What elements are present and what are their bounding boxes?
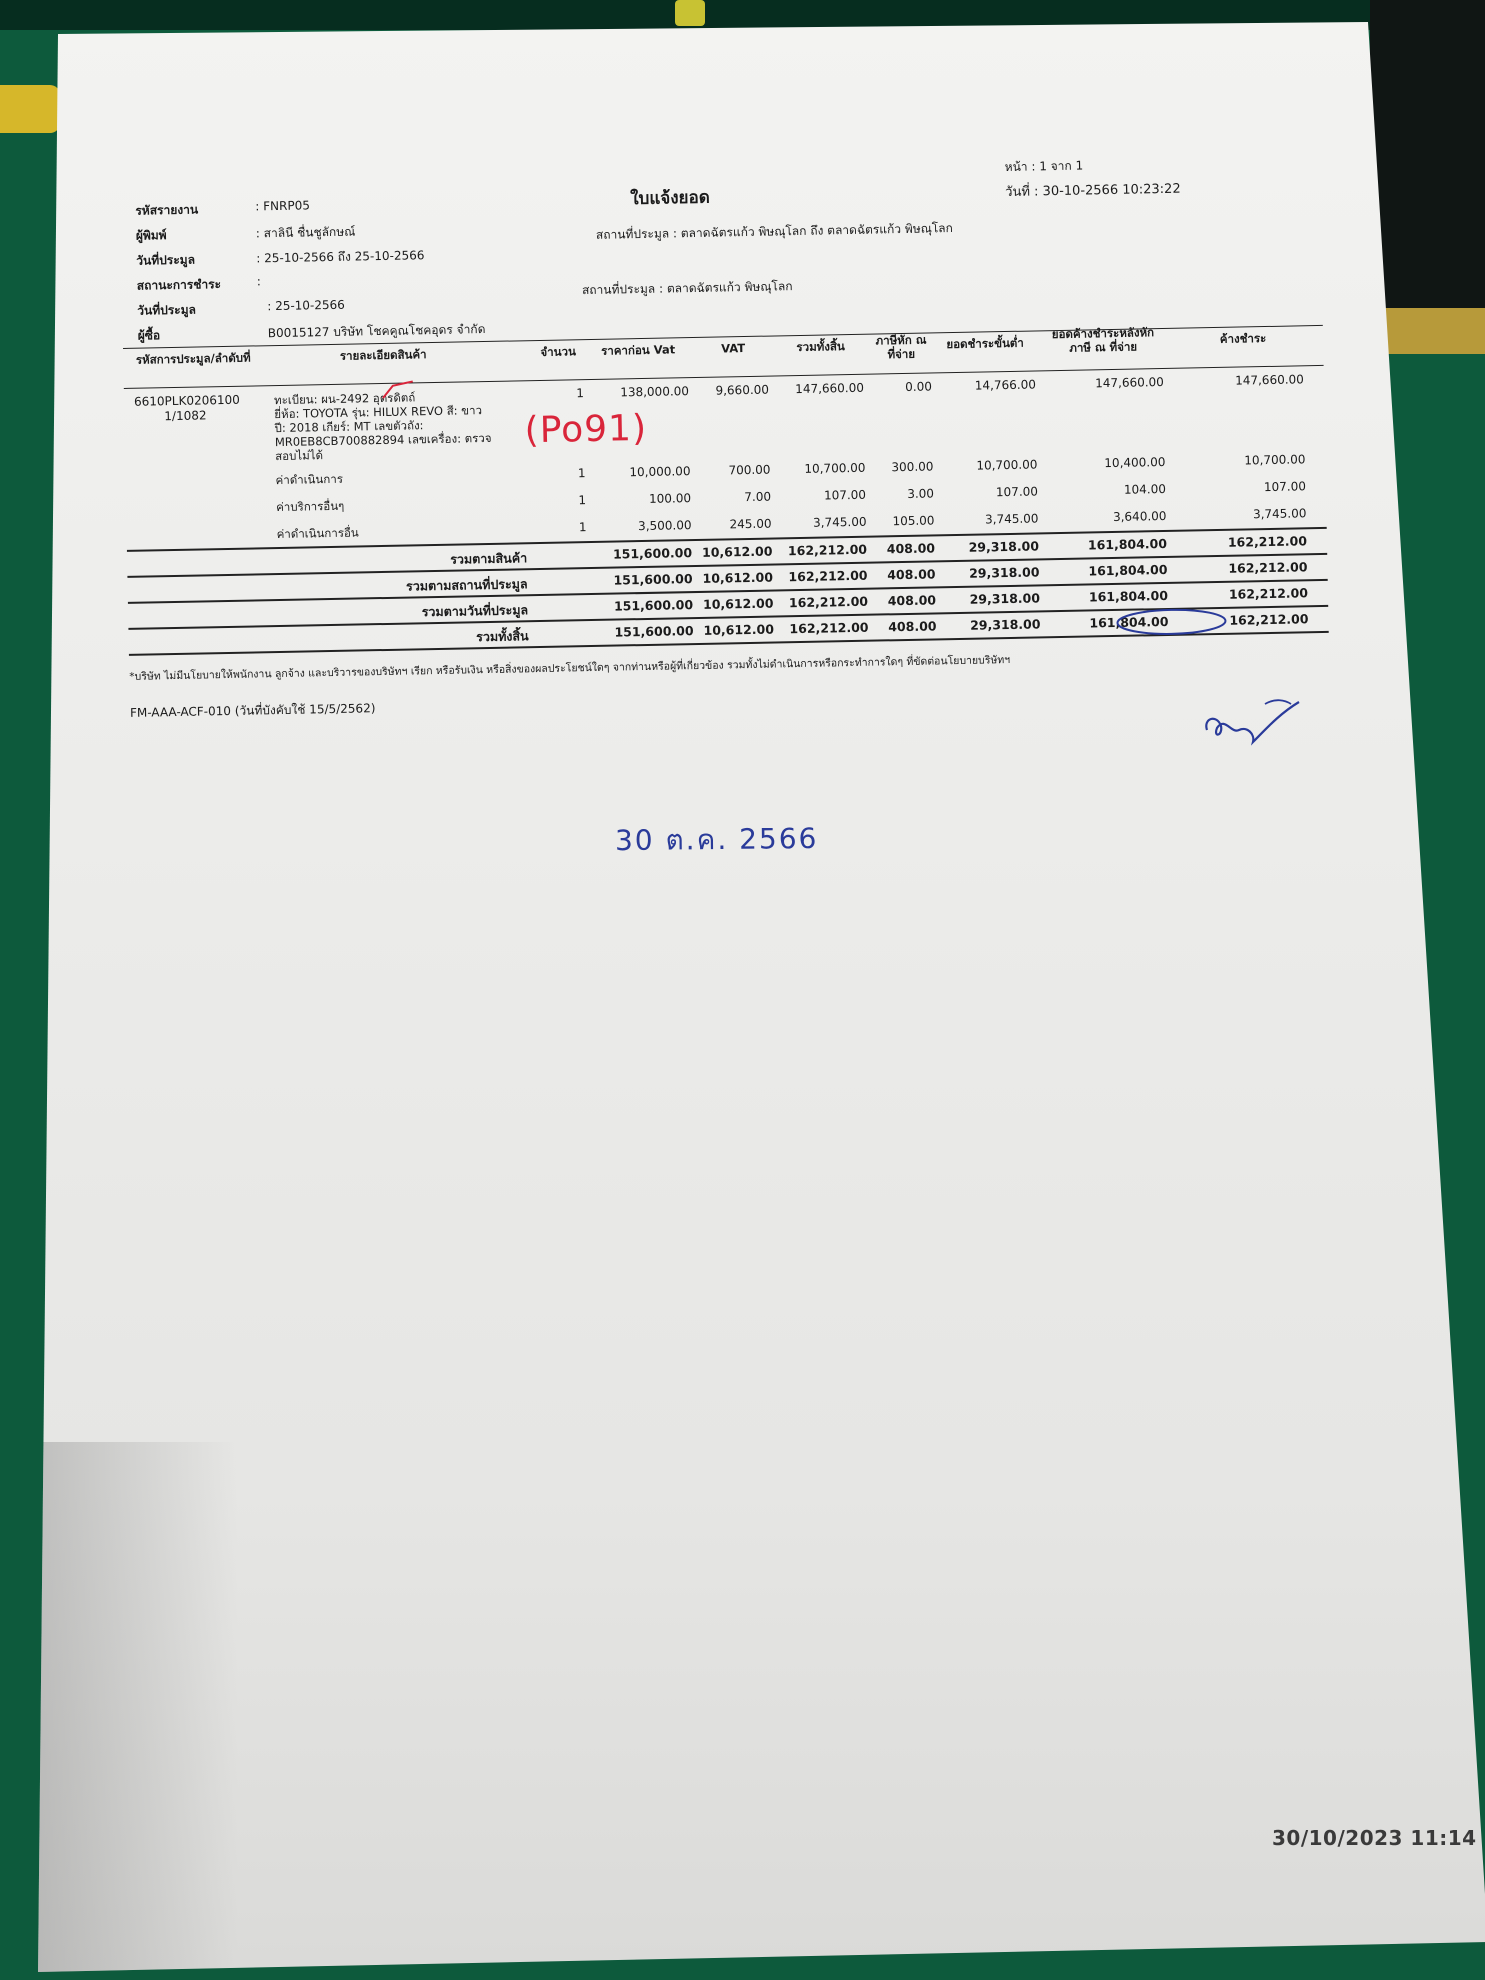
field-label: วันที่ประมูล	[136, 252, 196, 268]
fee-total: 107.00	[823, 487, 867, 503]
fee-min-pay: 3,745.00	[984, 511, 1039, 527]
fee-desc: ค่าดำเนินการ	[275, 471, 344, 488]
field-value: : 25-10-2566	[267, 297, 345, 314]
camera-timestamp: 30/10/2023 11:14	[1272, 1826, 1477, 1850]
col-qty: จำนวน	[540, 344, 577, 359]
item-desc-line: ปี: 2018 เกียร์: MT เลขตัวถัง:	[274, 418, 424, 436]
fee-outstanding-after: 104.00	[1123, 481, 1167, 497]
field-value: B0015127 บริษัท โชคคูณโชคอุดร จำกัด	[267, 322, 486, 341]
item-outstanding-after: 147,660.00	[1095, 374, 1165, 391]
print-date: วันที่ : 30-10-2566 10:23:22	[1005, 181, 1181, 201]
fee-total: 10,700.00	[804, 460, 866, 476]
total-min-pay: 29,318.00	[968, 538, 1040, 555]
total-wht: 408.00	[887, 566, 936, 583]
item-desc-line: MR0EB8CB700882894 เลขเครื่อง: ตรวจ	[274, 430, 492, 450]
total-pre-vat: 151,600.00	[613, 597, 694, 614]
total-pre-vat: 151,600.00	[614, 623, 694, 640]
form-code: FM-AAA-ACF-010 (วันที่บังคับใช้ 15/5/2562)	[129, 701, 376, 720]
total-pre-vat: 151,600.00	[613, 571, 693, 588]
fee-qty: 1	[578, 493, 587, 508]
total-vat: 10,612.00	[703, 621, 775, 638]
fee-qty: 1	[578, 520, 587, 535]
item-min-pay: 14,766.00	[974, 377, 1037, 393]
total-outstanding: 162,212.00	[1228, 559, 1308, 576]
field-label: สถานะการชำระ	[136, 277, 222, 293]
total-total: 162,212.00	[789, 619, 869, 637]
fee-min-pay: 10,700.00	[976, 457, 1038, 473]
field-label: ผู้พิมพ์	[135, 228, 167, 243]
fee-desc: ค่าดำเนินการอื่น	[276, 525, 359, 542]
policy-note: *บริษัท ไม่มีนโยบายให้พนักงาน ลูกจ้าง และบริวารของบริษัทฯ เรียก หรือรับเงิน หรือสิ่งของผลประโยชน์ใดๆ จากท่านหรือผู้ที่เกี่ยวข้อง รวมทั้งไม่ดำเนินการหรือกระทำการใดๆ ที่ขัดต่อนโยบายบริษัทฯ	[129, 653, 1011, 683]
item-desc-line: ทะเบียน: ผน-2492 อุตรดิตถ์	[273, 390, 416, 408]
total-outstanding-after: 161,804.00	[1089, 613, 1169, 631]
col-description: รายละเอียดสินค้า	[339, 347, 427, 363]
total-min-pay: 29,318.00	[969, 590, 1041, 607]
handwritten-note: (Po91)	[524, 407, 648, 452]
field-value: : FNRP05	[255, 198, 311, 214]
field-label: วันที่ประมูล	[137, 302, 197, 318]
date-stamp: 30 ต.ค. 2566	[614, 821, 819, 858]
item-pre-vat: 138,000.00	[620, 384, 690, 400]
fee-min-pay: 107.00	[995, 484, 1039, 500]
col-outstanding-after-tax: ยอดค้างชำระหลังหักภาษี ณ ที่จ่าย	[1051, 325, 1155, 355]
total-vat: 10,612.00	[702, 569, 774, 586]
col-pre-vat: ราคาก่อน Vat	[601, 342, 676, 358]
total-wht: 408.00	[887, 592, 937, 609]
total-outstanding: 162,212.00	[1228, 585, 1309, 602]
col-total: รวมทั้งสิ้น	[796, 339, 845, 355]
paper-shadow	[38, 1442, 238, 1972]
item-vat: 9,660.00	[715, 382, 770, 398]
field-value: : สาลินี ชื่นชูลักษณ์	[255, 224, 356, 241]
fee-outstanding-after: 10,400.00	[1104, 454, 1166, 471]
total-outstanding-after: 161,804.00	[1088, 561, 1168, 579]
fee-pre-vat: 3,500.00	[637, 518, 692, 534]
col-withholding-tax: ภาษีหัก ณ ที่จ่าย	[875, 332, 927, 362]
total-outstanding: 162,212.00	[1229, 611, 1309, 628]
total-label: รวมทั้งสิ้น	[475, 628, 529, 645]
document-title: ใบแจ้งยอด	[630, 187, 710, 210]
total-vat: 10,612.00	[701, 543, 773, 560]
total-min-pay: 29,318.00	[968, 564, 1040, 581]
total-total: 162,212.00	[788, 567, 868, 585]
page-number: หน้า : 1 จาก 1	[1004, 158, 1084, 175]
auction-seq: 1/1082	[164, 408, 207, 424]
fee-qty: 1	[577, 466, 586, 481]
auction-location: สถานที่ประมูล : ตลาดฉัตรแก้ว พิษณุโลก	[581, 279, 793, 298]
fee-outstanding: 107.00	[1263, 479, 1307, 495]
fee-vat: 245.00	[729, 516, 772, 532]
signature	[1195, 690, 1305, 760]
background-dark-corner	[1370, 0, 1485, 330]
field-label: ผู้ซื้อ	[137, 328, 161, 343]
fee-outstanding-after: 3,640.00	[1112, 508, 1167, 524]
fee-wht: 105.00	[892, 513, 935, 529]
total-label: รวมตามสินค้า	[450, 550, 528, 567]
total-wht: 408.00	[886, 540, 936, 557]
total-pre-vat: 151,600.00	[612, 545, 693, 562]
item-outstanding: 147,660.00	[1235, 372, 1304, 388]
fee-pre-vat: 10,000.00	[629, 464, 691, 480]
total-outstanding-after: 161,804.00	[1087, 535, 1168, 553]
yellow-rod	[0, 85, 60, 133]
total-outstanding: 162,212.00	[1227, 533, 1308, 550]
item-qty: 1	[576, 386, 585, 401]
col-outstanding: ค้างชำระ	[1219, 331, 1267, 346]
item-wht: 0.00	[905, 379, 933, 394]
col-auction-code: รหัสการประมูล/ลำดับที่	[135, 350, 251, 367]
total-total: 162,212.00	[787, 541, 868, 559]
fee-outstanding: 3,745.00	[1252, 506, 1307, 522]
field-label: รหัสรายงาน	[135, 202, 199, 218]
item-total: 147,660.00	[795, 380, 865, 397]
fee-vat: 700.00	[728, 462, 771, 478]
field-value: : 25-10-2566 ถึง 25-10-2566	[256, 248, 425, 266]
auction-code: 6610PLK0206100	[133, 392, 240, 409]
yellow-strap	[675, 0, 705, 26]
total-total: 162,212.00	[788, 593, 869, 611]
fee-desc: ค่าบริการอื่นๆ	[275, 498, 345, 515]
total-label: รวมตามสถานที่ประมูล	[405, 576, 528, 594]
fee-pre-vat: 100.00	[648, 491, 692, 506]
fee-wht: 300.00	[891, 459, 934, 475]
field-value: :	[256, 274, 261, 289]
statement-document	[120, 158, 1342, 810]
col-vat: VAT	[721, 341, 746, 356]
total-vat: 10,612.00	[702, 595, 774, 612]
total-wht: 408.00	[888, 618, 937, 635]
ink-circle-mark	[1113, 605, 1234, 641]
total-min-pay: 29,318.00	[969, 616, 1041, 633]
fee-wht: 3.00	[907, 486, 935, 501]
item-desc-line: สอบไม่ได้	[275, 448, 324, 464]
item-desc-line: ยี่ห้อ: TOYOTA รุ่น: HILUX REVO สี: ขาว	[274, 403, 483, 422]
total-outstanding-after: 161,804.00	[1088, 587, 1169, 605]
col-min-payment: ยอดชำระขั้นต่ำ	[946, 335, 1024, 352]
fee-total: 3,745.00	[812, 514, 867, 530]
red-tick-mark	[379, 379, 419, 402]
fee-vat: 7.00	[744, 489, 772, 505]
fee-outstanding: 10,700.00	[1244, 452, 1306, 468]
auction-location-range: สถานที่ประมูล : ตลาดฉัตรแก้ว พิษณุโลก ถึง ตลาดฉัตรแก้ว พิษณุโลก	[595, 221, 953, 242]
total-label: รวมตามวันที่ประมูล	[421, 602, 529, 620]
